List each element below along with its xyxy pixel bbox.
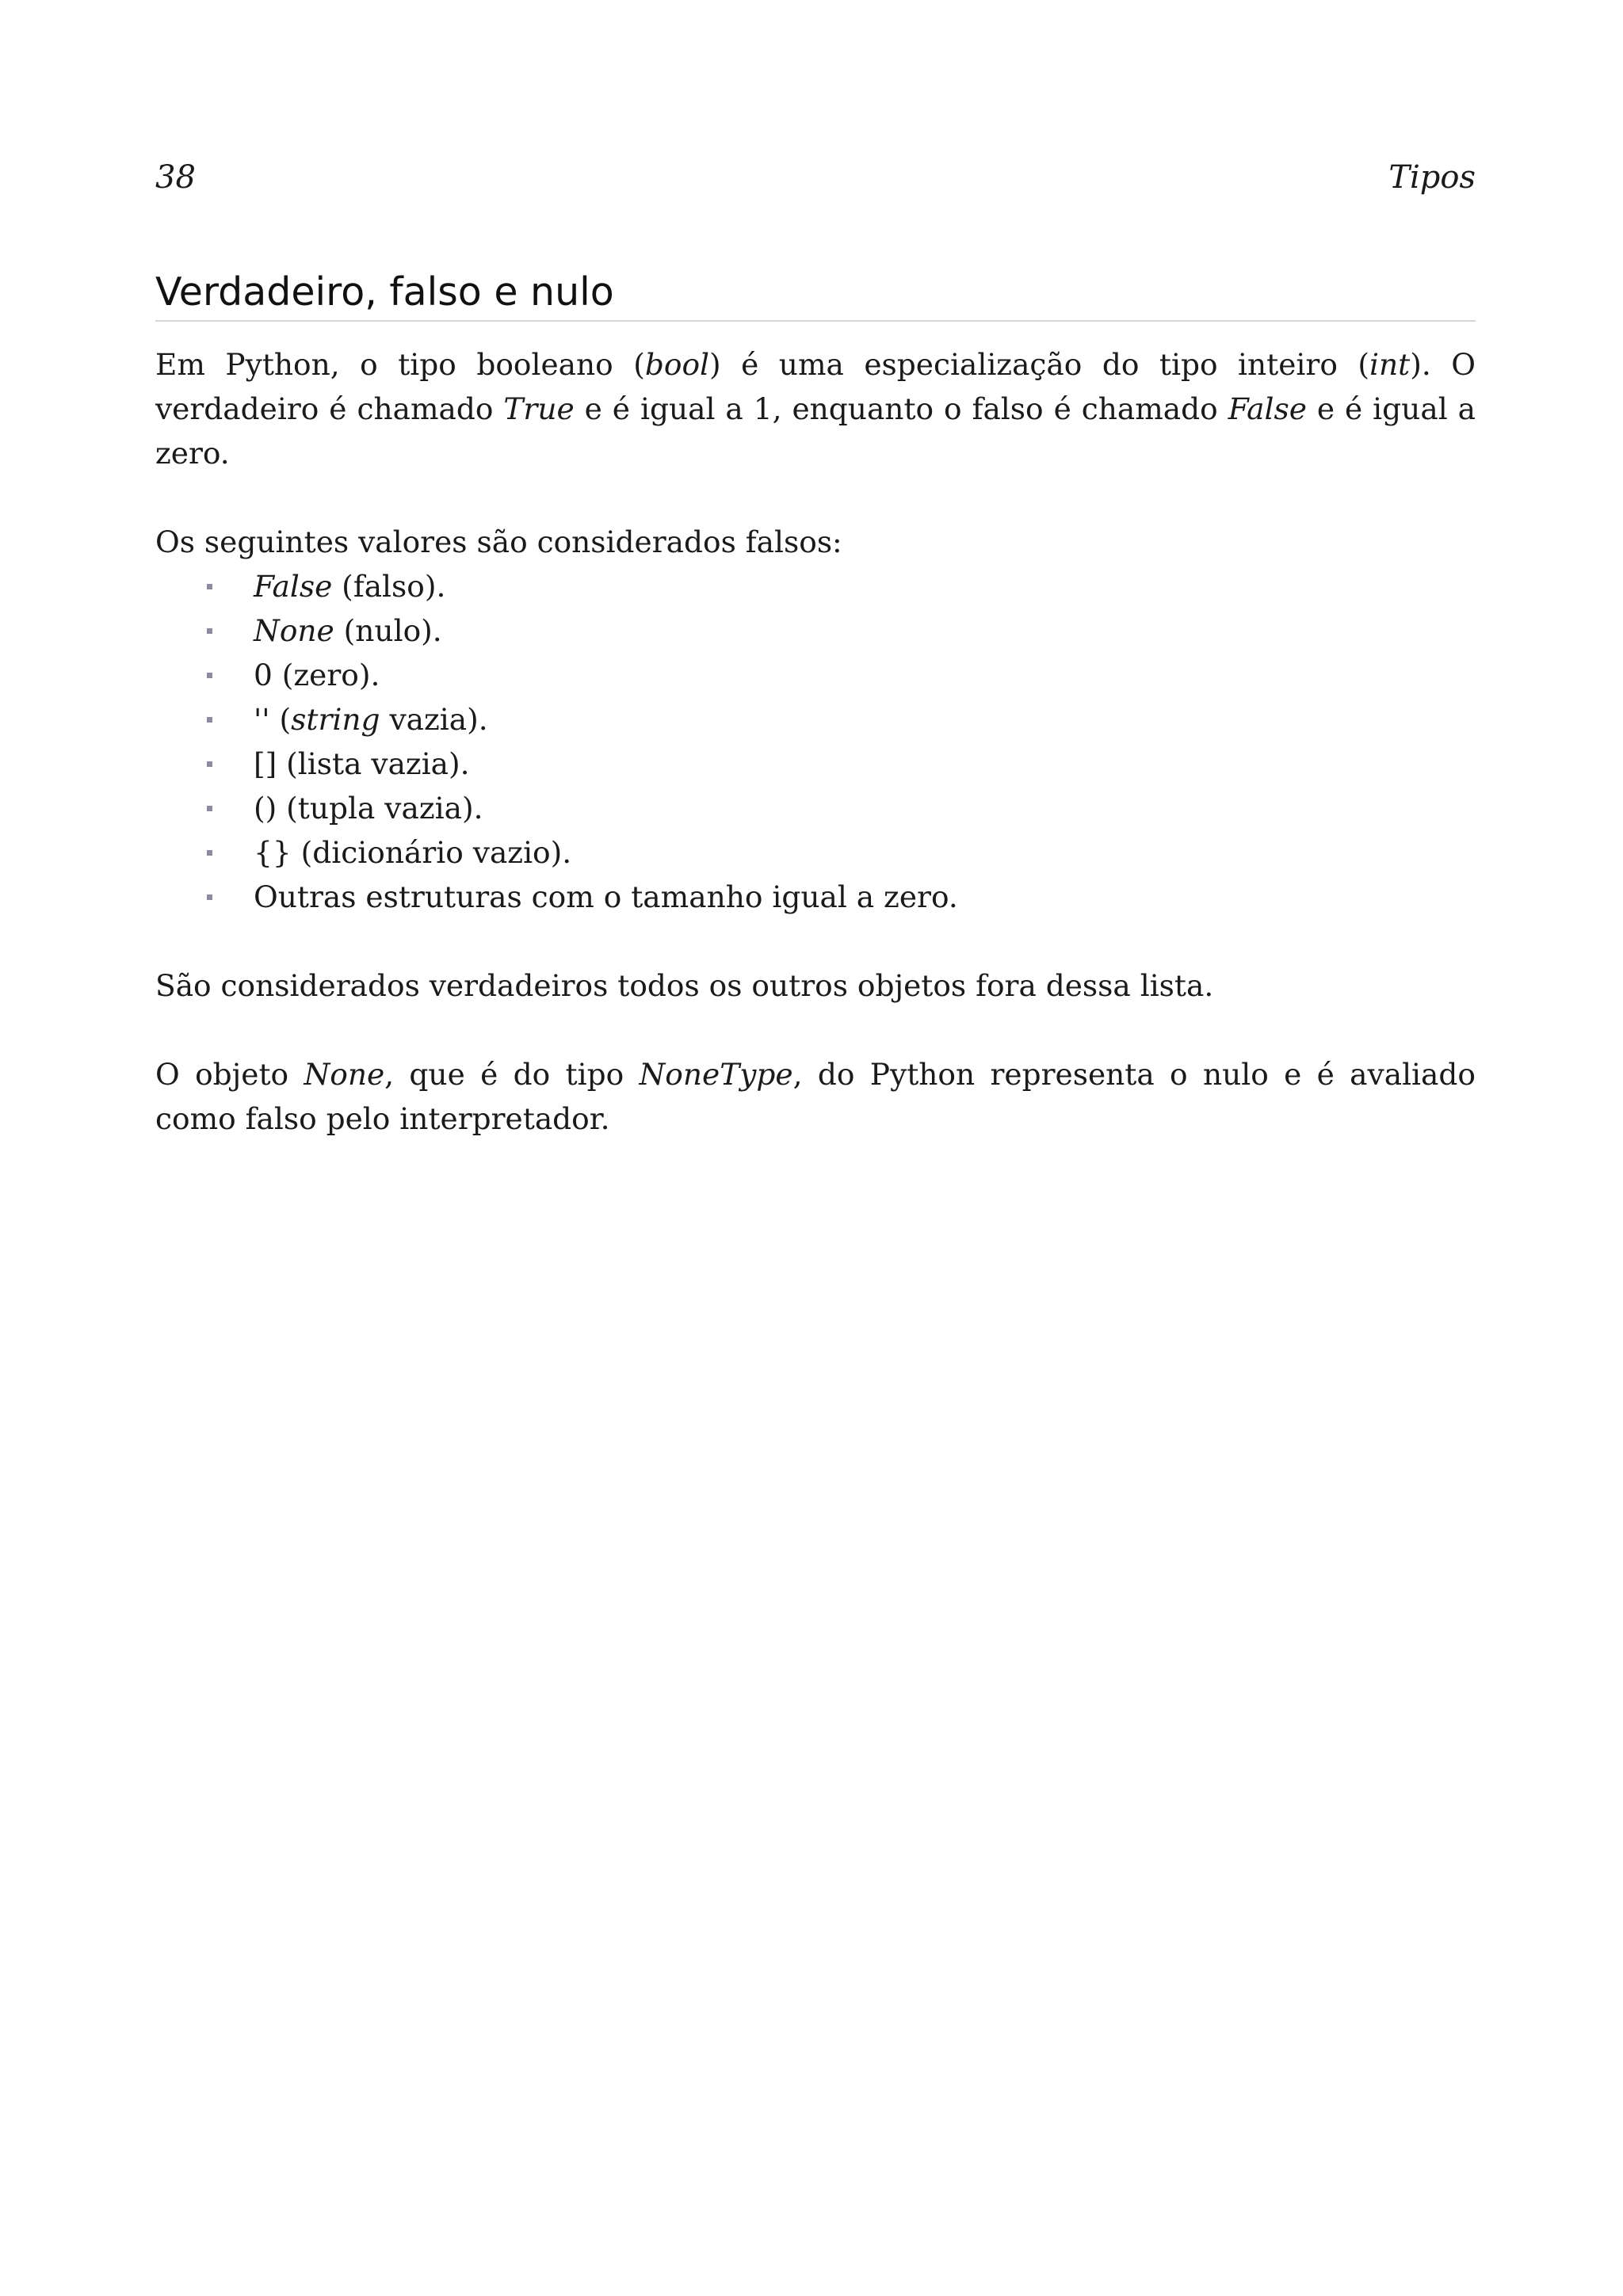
text-run: , do Python representa o nulo e é avaliado como falso pelo interpretador.: [155, 1057, 1476, 1136]
bullet-icon: [207, 894, 212, 900]
text-run: e é igual a zero.: [155, 391, 1476, 471]
list-item-emphasis: string: [291, 702, 380, 737]
list-item-emphasis: None: [254, 613, 334, 648]
intro-paragraph: [155, 342, 1476, 475]
text-run: ) é uma especialização do tipo inteiro (: [709, 347, 1370, 382]
list-item: [155, 830, 1476, 875]
list-item-text: vazia).: [380, 702, 488, 737]
bullet-icon: [207, 717, 212, 723]
text-run: ). O verdadeiro é chamado: [155, 347, 1476, 426]
bullet-icon: [207, 628, 212, 634]
text-run: Em Python, o tipo booleano (: [155, 347, 645, 382]
list-item-text: '' (: [254, 702, 292, 737]
text-run: e é igual a 1, enquanto o falso é chamado: [574, 391, 1228, 426]
list-item: [155, 564, 1476, 608]
text-run: , que é do tipo: [384, 1057, 640, 1092]
running-title: Tipos: [1388, 159, 1476, 196]
list-item-text: Outras estruturas com o tamanho igual a zero.: [254, 879, 958, 914]
text-run: O objeto: [155, 1057, 304, 1092]
list-item-emphasis: False: [254, 569, 333, 604]
list-item: [155, 697, 1476, 742]
falsy-lead: Os seguintes valores são considerados falsos:: [155, 524, 842, 559]
emphasis-nonetype: NoneType: [639, 1057, 793, 1092]
list-item: [155, 875, 1476, 919]
emphasis-none: None: [304, 1057, 385, 1092]
list-item-text: (falso).: [332, 569, 446, 604]
emphasis-int: int: [1369, 347, 1411, 382]
list-item-text: [] (lista vazia).: [254, 746, 470, 781]
emphasis-true: True: [503, 391, 575, 426]
list-item-text: {} (dicionário vazio).: [254, 835, 572, 870]
page-number: 38: [155, 159, 196, 196]
bullet-icon: [207, 673, 212, 678]
running-header: [155, 157, 1476, 198]
bullet-icon: [207, 806, 212, 811]
section-title: Verdadeiro, falso e nulo: [155, 268, 1476, 322]
truthy-paragraph: São considerados verdadeiros todos os outros objetos fora dessa lista.: [155, 968, 1214, 1003]
list-item: [155, 653, 1476, 697]
list-item-text: () (tupla vazia).: [254, 791, 483, 826]
emphasis-bool: bool: [644, 347, 710, 382]
emphasis-false: False: [1228, 391, 1307, 426]
list-item-text: (nulo).: [334, 613, 442, 648]
list-item: [155, 608, 1476, 653]
bullet-icon: [207, 850, 212, 856]
section-body: [155, 342, 1476, 1141]
bullet-icon: [207, 584, 212, 589]
falsy-values-list: [155, 564, 1476, 919]
none-paragraph: [155, 1052, 1476, 1141]
list-item: [155, 742, 1476, 786]
list-item: [155, 786, 1476, 830]
list-item-text: 0 (zero).: [254, 658, 380, 692]
bullet-icon: [207, 761, 212, 767]
